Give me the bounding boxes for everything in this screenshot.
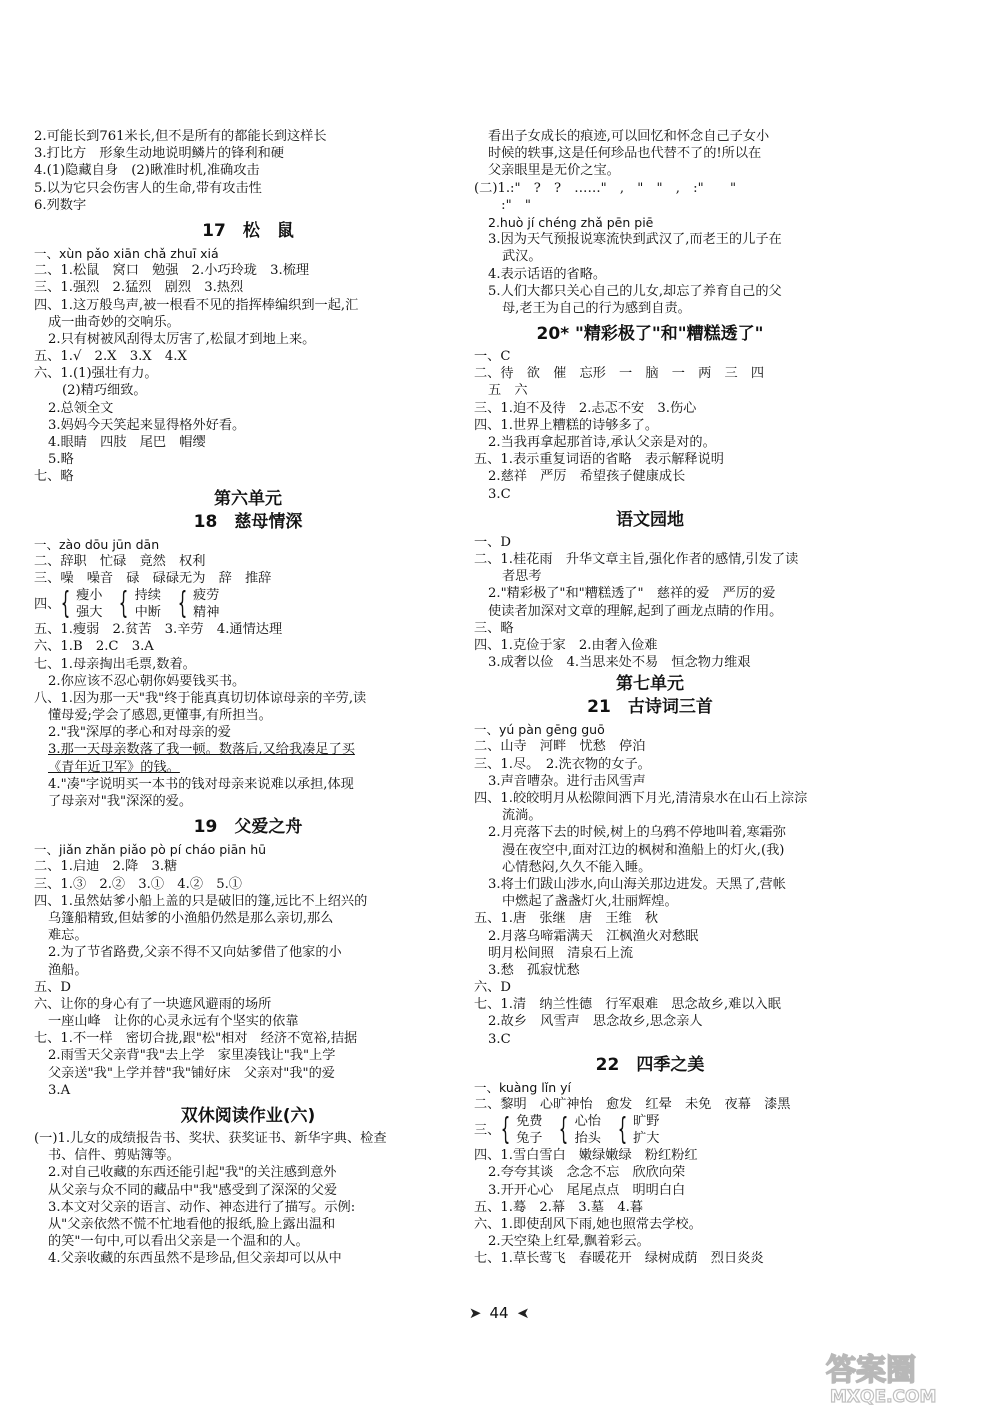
brace-icon: { [60,586,71,622]
left-column [34,128,462,1268]
section-title-21: 21 古诗词三首 [587,697,713,718]
text-line: 2.huò jí chéng zhǎ pēn piē [488,214,654,230]
brace-group [173,587,219,621]
group-item: 兔子 [516,1131,543,1147]
answer-line: 三、1.强烈 2.猛烈 剧烈 3.热烈 [34,280,244,296]
answer-line: 七、1.草长莺飞 春暖花开 绿树成荫 烈日炎炎 [474,1251,764,1267]
answer-line: 三、1.迫不及待 2.忐忑不安 3.伤心 [474,400,697,416]
text-line: 4.(1)隐藏自身 (2)瞅准时机,准确攻击 [34,163,260,179]
answer-line: 五、1.蓦 2.幕 3.墓 4.暮 [474,1199,644,1215]
watermark-domain-text: MXQE.COM [830,1387,937,1406]
page-number [447,1304,551,1322]
answer-line: 四、1.雪白雪白 嫩绿嫩绿 粉红粉红 [474,1148,698,1164]
answer-line: 3.A [48,1082,71,1098]
group-item: 瘦小 [76,588,103,604]
brace-icon: { [177,586,188,622]
answer-line: 了母亲对"我"深深的爱。 [48,794,193,809]
answer-line: 心情愁闷,久久不能入睡。 [502,859,652,875]
answer-line: 的笑"一句中,可以看出父亲是一个温和的人。 [48,1234,309,1250]
answer-line: 从"父亲依然不慌不忙地看他的报纸,脸上露出温和 [48,1216,336,1232]
text-line: 看出子女成长的痕迹,可以回忆和怀念自己子女小 [488,129,770,144]
answer-line: 2."精彩极了"和"糟糕透了" 慈祥的爱 严厉的爱 [488,586,776,602]
brace-group [554,1113,600,1147]
answer-line: 五、1.√ 2.X 3.X 4.X [34,349,187,365]
group-item: 疲劳 [193,588,220,604]
watermark-main-text: 答案圈 [826,1353,916,1388]
text-line: :" " [488,197,531,213]
answer-line: 六、1.B 2.C 3.A [34,639,154,655]
answer-line: 者思考 [502,569,542,585]
answer-line: 2.对自己收藏的东西还能引起"我"的关注感到意外 [48,1165,337,1181]
answer-line: 一、yú pàn gēng guō [474,722,605,738]
group-item: 抬头 [574,1131,601,1147]
answer-line: 二、1.启迪 2.降 3.糖 [34,859,178,875]
right-column [474,128,826,1268]
answer-line: 五、1.唐 张继 唐 王维 秋 [474,911,659,927]
answer-line: 中燃起了盏盏灯火,壮丽辉煌。 [502,894,678,910]
group-item: 旷野 [633,1114,660,1130]
answer-line: 六、1.即使刮风下雨,她也照常去学校。 [474,1216,702,1232]
word-pair-group [474,1113,826,1147]
answer-line: 2.夸夸其谈 念念不忘 欣欣向荣 [488,1165,686,1181]
brace-icon: { [500,1112,511,1148]
answer-line: 2.总领全文 [48,400,114,416]
group-item: 强大 [76,605,103,621]
section-title-18: 18 慈母情深 [193,511,303,532]
text-line: 时候的轶事,这是任何珍品也代替不了的!所以在 [488,146,762,162]
brace-group [496,1113,542,1147]
group-item: 心怡 [574,1114,601,1130]
text-line: 母,老王为自己的行为感到自责。 [502,300,691,316]
page-number-text: 44 [489,1304,509,1322]
unit-heading: 第六单元 [214,488,282,509]
answer-line: 4.父亲收藏的东西虽然不是珍品,但父亲却可以从中 [48,1251,342,1267]
answer-line: 3.愁 孤寂忧愁 [488,962,580,978]
text-line: 6.列数字 [34,197,87,213]
answer-line: 八、1.因为那一天"我"终于能真真切切体谅母亲的辛劳,读 [34,690,367,706]
answer-line: 五、D [34,979,71,995]
group-label: 三、 [474,1122,501,1138]
group-item: 精神 [193,605,220,621]
answer-line: 3.成奢以俭 4.当思来处不易 恒念物力维艰 [488,655,751,671]
answer-line: 使读者加深对文章的理解,起到了画龙点睛的作用。 [488,603,783,619]
section-title-reading-6: 双休阅读作业(六) [180,1106,316,1126]
group-item: 持续 [134,588,161,604]
answer-line: 2.天空染上红晕,飘着彩云。 [488,1234,650,1250]
answer-line: 四、1.克俭于家 2.由奢入俭难 [474,637,658,653]
answer-line: 2.故乡 风雪声 思念故乡,思念亲人 [488,1014,703,1030]
answer-line: 3.那一天母亲数落了我一顿。数落后,又给我凑足了买 [48,742,355,758]
answer-line: 3.C [488,486,511,502]
answer-line: 七、略 [34,469,74,485]
text-line: 2.可能长到761米长,但不是所有的都能长到这样长 [34,129,327,144]
answer-line: 3.声音嘈杂。进行击风雪声 [488,773,646,789]
brace-icon: { [559,1112,569,1148]
answer-line: 3.妈妈今天笑起来显得格外好看。 [48,417,246,433]
answer-line: 渔船。 [48,962,88,978]
brace-group [56,587,102,621]
answer-line: 2.为了节省路费,父亲不得不又向姑爹借了他家的小 [48,945,342,961]
answer-line: 五 六 [488,383,528,399]
answer-line: 2.雨雪天父亲背"我"去上学 家里凑钱让"我"上学 [48,1048,336,1064]
answer-line: 一、C [474,349,511,365]
watermark-logo [818,1348,996,1406]
word-pair-group [34,587,462,621]
answer-line: 四、1.虽然姑爹小船上盖的只是破旧的篷,远比不上绍兴的 [34,893,368,909]
answer-line: 五、1.瘦弱 2.贫苦 3.辛劳 4.通情达理 [34,622,283,638]
answer-line: 七、1.清 纳兰性德 行军艰难 思念故乡,难以入眠 [474,997,781,1013]
section-title-20: 20* "精彩极了"和"糟糕透了" [536,324,764,345]
answer-line: 3.C [488,1031,511,1047]
answer-line: 3.本文对父亲的语言、动作、神态进行了描写。示例: [48,1199,356,1215]
answer-line: 4.眼睛 四肢 尾巴 帽缨 [48,435,206,450]
text-line: 5.以为它只会伤害人的生命,带有攻击性 [34,180,262,196]
answer-line: 难忘。 [48,928,88,944]
text-line: 5.人们大都只关心自己的儿女,却忘了养育自己的父 [488,283,782,299]
answer-line: 六、1.(1)强壮有力。 [34,366,158,382]
answer-line: 一、zào dōu jūn dān [34,536,160,552]
arrow-right-icon: ➤ [468,1304,482,1322]
answer-line: 一、D [474,534,511,550]
text-line: 3.打比方 形象生动地说明鳞片的锋利和硬 [34,146,284,162]
answer-line: 五、1.表示重复词语的省略 表示解释说明 [474,452,724,468]
answer-line: 从父亲与众不同的藏品中"我"感受到了深深的父爱 [48,1182,338,1198]
answer-line: 2."我"深厚的孝心和对母亲的爱 [48,725,231,741]
answer-line: 2.月亮落下去的时候,树上的乌鸦不停地叫着,寒霜弥 [488,825,786,841]
answer-line: 一、kuàng lǐn yí [474,1079,571,1095]
answer-line: 5.略 [48,452,74,468]
brace-icon: { [617,1112,628,1148]
answer-line: 二、黎明 心旷神怡 愈发 红晕 未免 夜幕 漆黑 [474,1097,791,1112]
answer-line: 2.你应该不忍心朝你妈要钱买书。 [48,673,246,689]
group-item: 免费 [516,1114,543,1130]
unit-heading: 第七单元 [616,674,684,695]
brace-group [613,1113,659,1147]
brace-icon: { [119,586,129,622]
answer-line: 明月松间照 清泉石上流 [488,945,634,961]
answer-line: 三、噪 噪音 碌 碌碌无为 辞 推辞 [34,570,272,586]
answer-line: 二、待 欲 催 忘形 一 脑 一 两 三 四 [474,366,765,382]
text-line: 4.表示话语的省略。 [488,266,607,282]
answer-line: 一座山峰 让你的心灵永远有个坚实的依靠 [48,1014,299,1030]
section-title-17: 17 松 鼠 [202,220,294,241]
answer-line: 二、1.桂花雨 升华文章主旨,强化作者的感情,引发了读 [474,551,799,567]
answer-line: 六、D [474,980,511,996]
answer-line: 2.当我再拿起那首诗,承认父亲是对的。 [488,435,716,450]
answer-line: 三、1.尽。 2.洗衣物的女子。 [474,756,651,772]
text-line: 武汉。 [502,249,542,265]
answer-line: 懂母爱;学会了感恩,更懂事,有所担当。 [48,708,272,724]
answer-line: (一)1.儿女的成绩报告书、奖状、获奖证书、新华字典、检查 [34,1131,387,1146]
answer-line: 2.慈祥 严厉 希望孩子健康成长 [488,469,686,485]
answer-line: 四、1.皎皎明月从松隙间洒下月光,清清泉水在山石上淙淙 [474,791,808,806]
answer-line: 二、1.松鼠 窝口 勉强 2.小巧玲珑 3.梳理 [34,263,310,279]
answer-line: 流淌。 [502,808,542,824]
section-title-garden: 语文园地 [616,509,684,530]
answer-line: 一、xùn pǎo xiān chǎ zhuī xiá [34,245,219,261]
group-item: 扩大 [633,1131,660,1147]
section-title-19: 19 父爱之舟 [193,817,303,838]
answer-line: 3.将士们跋山涉水,向山海关那边进发。天黑了,营帐 [488,876,786,892]
answer-line: 一、jiǎn zhǎn piǎo pò pí cháo piān hū [34,842,267,858]
section-title-22: 22 四季之美 [595,1054,705,1075]
text-line: 3.因为天气预报说寒流快到武汉了,而老王的儿子在 [488,232,782,248]
text-line: (二)1.:" ? ? ……" , " " , :" " [474,180,737,196]
answer-line: 漫在夜空中,面对江边的枫树和渔船上的灯火,(我) [502,842,785,858]
text-line: 父亲眼里是无价之宝。 [488,163,620,179]
answer-line: 3.开开心心 尾尾点点 明明白白 [488,1182,686,1198]
answer-line: 父亲送"我"上学并替"我"铺好床 父亲对"我"的爱 [48,1065,335,1081]
answer-line: (2)精巧细致。 [62,383,147,399]
answer-line: 二、山寺 河畔 忧愁 停泊 [474,739,646,755]
arrow-left-icon: ➤ [516,1304,530,1322]
brace-group [114,587,160,621]
answer-line: 三、略 [474,620,514,636]
answer-line: 二、辞职 忙碌 竟然 权利 [34,553,206,569]
answer-line: 三、1.③ 2.② 3.① 4.② 5.① [34,876,242,892]
answer-line: 六、让你的身心有了一块遮风避雨的场所 [34,996,272,1012]
answer-line: 四、1.世界上糟糕的诗够多了。 [474,417,659,433]
answer-line: 书、信件、剪贴簿等。 [48,1148,180,1164]
group-label: 四、 [34,596,61,612]
answer-line: 4."凑"字说明买一本书的钱对母亲来说难以承担,体现 [48,776,354,792]
answer-line: 2.只有树被风刮得太厉害了,松鼠才到地上来。 [48,331,316,347]
answer-line: 四、1.这万般鸟声,被一根看不见的指挥棒编织到一起,汇 [34,297,359,313]
answer-line: 2.月落乌啼霜满天 江枫渔火对愁眠 [488,928,699,944]
answer-line: 《青年近卫军》的钱。 [48,759,180,775]
answer-line: 七、1.母亲掏出毛票,数着。 [34,656,196,672]
answer-line: 乌篷船精致,但姑爹的小渔船仍然是那么亲切,那么 [48,910,334,926]
answer-line: 七、1.不一样 密切合拢,跟"松"相对 经济不宽裕,拮据 [34,1031,358,1047]
answer-line: 成一曲奇妙的交响乐。 [48,314,180,330]
group-item: 中断 [134,605,161,621]
